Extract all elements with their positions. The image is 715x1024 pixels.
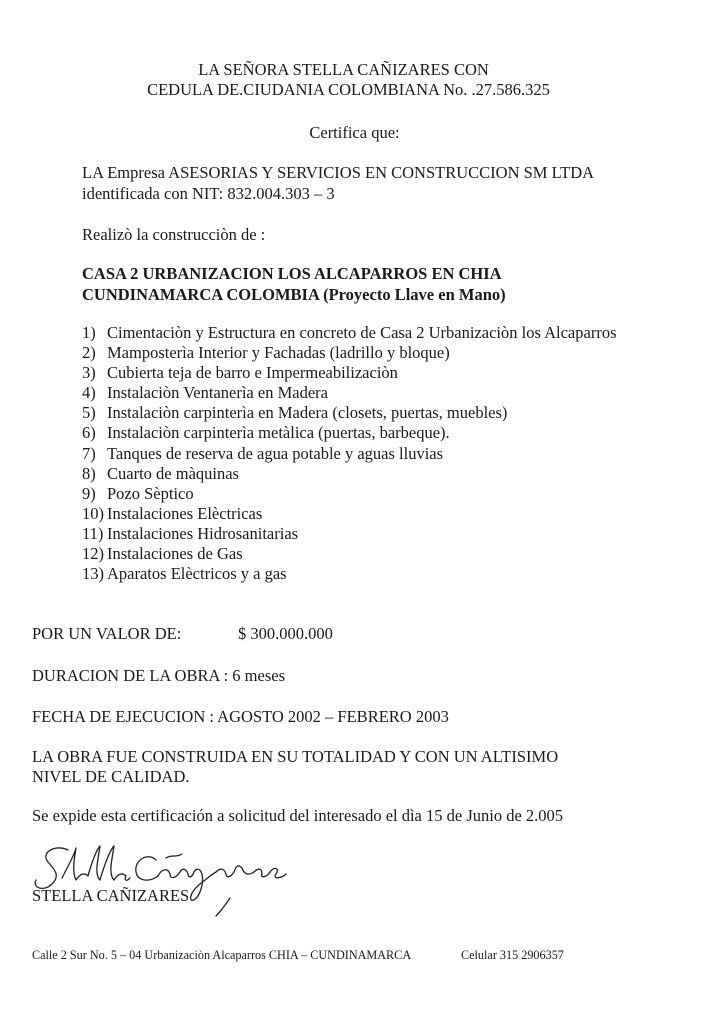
header-name-line: LA SEÑORA STELLA CAÑIZARES CON <box>198 60 489 79</box>
item-text: Instalaciòn Ventanerìa en Madera <box>107 383 328 403</box>
list-item <box>82 383 617 403</box>
item-text: Instalaciones de Gas <box>107 544 243 564</box>
footer-address: Calle 2 Sur No. 5 – 04 Urbanizaciòn Alcaparros CHIA – CUNDINAMARCA <box>32 948 412 962</box>
header-id-line: CEDULA DE.CIUDANIA COLOMBIANA No. .27.586.325 <box>147 80 550 99</box>
item-text: Tanques de reserva de agua potable y aguas lluvias <box>107 443 444 463</box>
quality-statement-line1: LA OBRA FUE CONSTRUIDA EN SU TOTALIDAD Y CON UN ALTISIMO <box>32 747 559 766</box>
execution-date-line: FECHA DE EJECUCION : AGOSTO 2002 – FEBRERO 2003 <box>32 707 449 726</box>
project-title-line1: CASA 2 URBANIZACION LOS ALCAPARROS EN CHIA <box>82 264 502 283</box>
item-number: 9) <box>82 483 96 503</box>
duration-line: DURACION DE LA OBRA : 6 meses <box>32 666 286 685</box>
item-text: Mamposterìa Interior y Fachadas (ladrillo y bloque) <box>107 343 450 363</box>
item-number: 1) <box>82 323 96 342</box>
certifica-heading: Certifica que: <box>309 123 400 142</box>
item-number: 11) <box>82 523 104 543</box>
construction-intro: Realizò la construcciòn de : <box>82 225 266 244</box>
item-number: 2) <box>82 343 96 363</box>
handwritten-signature <box>30 838 290 918</box>
project-title-line2: CUNDINAMARCA COLOMBIA (Proyecto Llave en Mano) <box>82 285 506 304</box>
value-amount: $ 300.000.000 <box>238 624 333 643</box>
list-item <box>82 403 617 423</box>
item-number: 10) <box>82 503 104 523</box>
item-text: Cubierta teja de barro e Impermeabilizaciòn <box>107 363 398 383</box>
list-item <box>82 444 617 464</box>
quality-statement-line2: NIVEL DE CALIDAD. <box>32 767 190 786</box>
list-item <box>82 423 617 443</box>
item-number: 12) <box>82 544 104 564</box>
signer-name: STELLA CAÑIZARES <box>32 886 190 905</box>
item-text: Pozo Sèptico <box>107 483 194 503</box>
issuance-statement: Se expide esta certificación a solicitud del interesado el dìa 15 de Junio de 2.005 <box>32 806 564 825</box>
value-label: POR UN VALOR DE: <box>32 624 182 643</box>
list-item <box>82 363 617 383</box>
list-item <box>82 524 617 544</box>
list-item <box>82 504 617 524</box>
item-text: Aparatos Elèctricos y a gas <box>107 564 287 584</box>
footer-phone: Celular 315 2906357 <box>461 948 564 962</box>
item-text: Instalaciòn carpinterìa en Madera (closets, puertas, muebles) <box>107 403 508 423</box>
item-number: 6) <box>82 423 96 443</box>
item-number: 3) <box>82 363 96 383</box>
list-item <box>82 323 617 343</box>
list-item <box>82 564 617 584</box>
item-text: Cimentaciòn y Estructura en concreto de Casa 2 Urbanizaciòn los Alcaparros <box>107 323 617 342</box>
item-number: 7) <box>82 443 96 463</box>
item-text: Instalaciones Elèctricas <box>107 503 263 523</box>
item-text: Cuarto de màquinas <box>107 463 239 483</box>
item-number: 5) <box>82 403 96 423</box>
item-number: 8) <box>82 463 96 483</box>
list-item <box>82 484 617 504</box>
company-nit: identificada con NIT: 832.004.303 – 3 <box>82 184 335 203</box>
item-number: 13) <box>82 564 104 584</box>
work-items-list <box>82 323 617 584</box>
company-name: LA Empresa ASESORIAS Y SERVICIOS EN CONSTRUCCION SM LTDA <box>82 163 595 182</box>
item-text: Instalaciòn carpinterìa metàlica (puertas, barbeque). <box>107 423 450 443</box>
item-text: Instalaciones Hidrosanitarias <box>107 523 299 543</box>
list-item <box>82 544 617 564</box>
list-item <box>82 343 617 363</box>
item-number: 4) <box>82 383 96 403</box>
list-item <box>82 464 617 484</box>
